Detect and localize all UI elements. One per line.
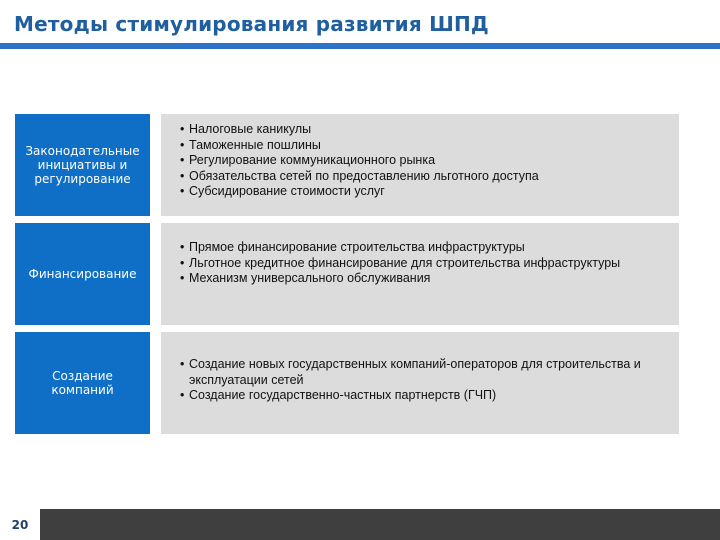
- list-item: • Механизм универсального обслуживания: [180, 271, 679, 287]
- method-details-companies: [161, 332, 679, 434]
- method-label-text: Законодательные инициативы и регулирование: [25, 144, 140, 186]
- list-item: • Налоговые каникулы: [180, 122, 679, 138]
- method-label-legislation: [15, 114, 150, 216]
- method-label-text: Создание компаний: [51, 369, 114, 397]
- list-item: • Таможенные пошлины: [180, 138, 679, 154]
- method-details-legislation: [161, 114, 679, 216]
- footer-bar: [0, 509, 720, 540]
- method-details-financing: [161, 223, 679, 325]
- page-title: Методы стимулирования развития ШПД: [14, 12, 489, 36]
- list-item: • Создание новых государственных компаний-операторов для строительства и эксплуатации сетей: [180, 357, 679, 388]
- list-item: • Субсидирование стоимости услуг: [180, 184, 679, 200]
- method-label-companies: [15, 332, 150, 434]
- list-item: • Обязательства сетей по предоставлению льготного доступа: [180, 169, 679, 185]
- method-label-financing: [15, 223, 150, 325]
- method-row-financing: [15, 223, 679, 325]
- page-number: 20: [0, 509, 40, 540]
- method-row-legislation: [15, 114, 679, 216]
- list-item: • Прямое финансирование строительства инфраструктуры: [180, 240, 679, 256]
- list-item: • Создание государственно-частных партнерств (ГЧП): [180, 388, 679, 404]
- list-item: • Льготное кредитное финансирование для строительства инфраструктуры: [180, 256, 679, 272]
- method-row-companies: [15, 332, 679, 434]
- method-label-text: Финансирование: [28, 267, 137, 281]
- title-divider: [0, 43, 720, 49]
- list-item: • Регулирование коммуникационного рынка: [180, 153, 679, 169]
